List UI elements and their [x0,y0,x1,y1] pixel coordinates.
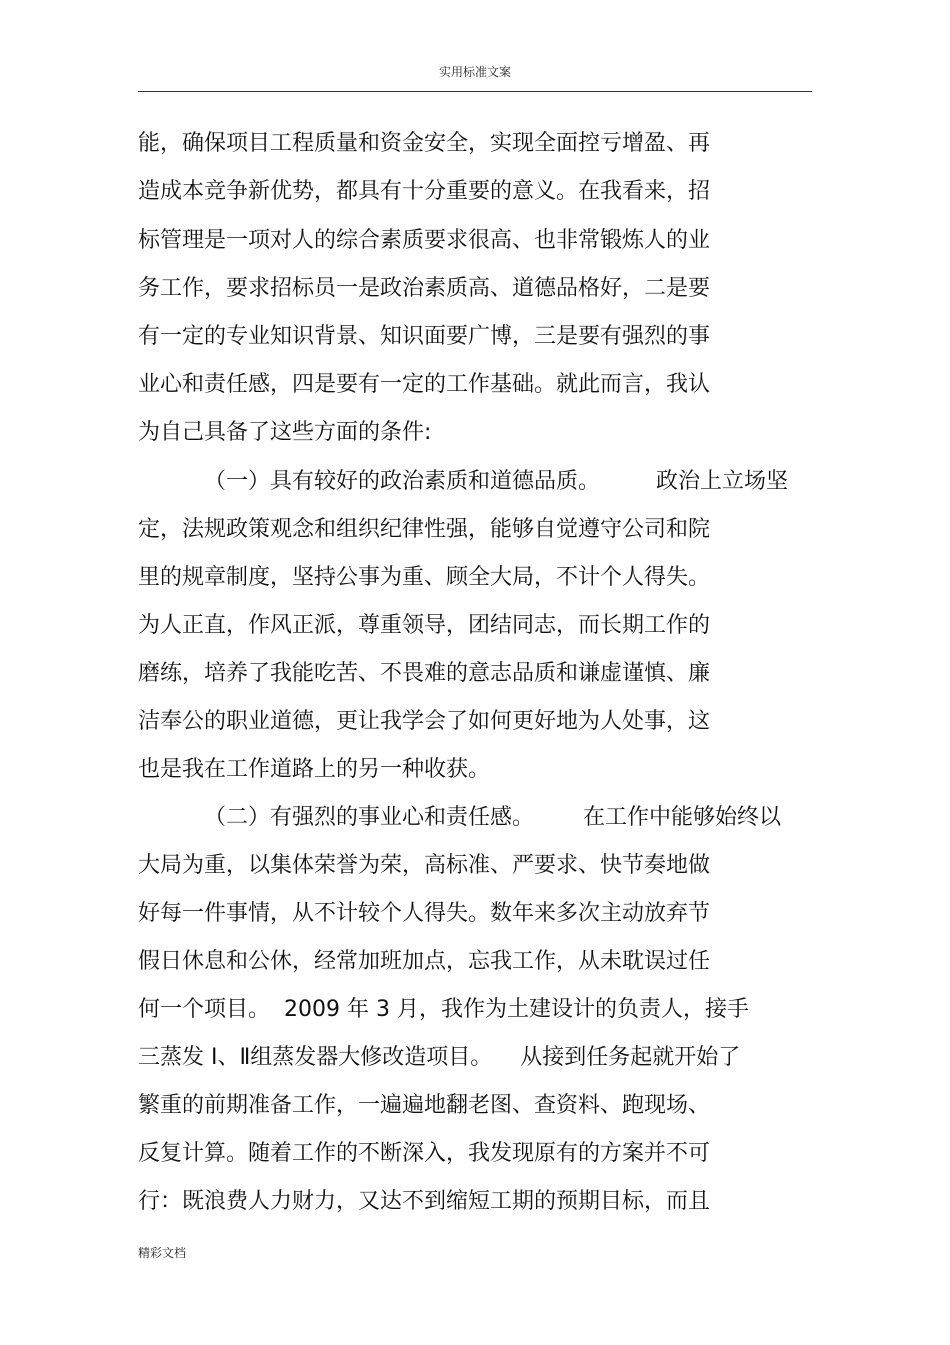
paragraph-line: 三蒸发 Ⅰ、Ⅱ组蒸发器大修改造项目。 从接到任务起就开始了 [138,1045,741,1070]
paragraph-line: 有一定的专业知识背景、知识面要广博，三是要有强烈的事 [138,324,711,349]
paragraph-line: 繁重的前期准备工作，一遍遍地翻老图、查资料、跑现场、 [138,1093,711,1118]
paragraph-line: 能，确保项目工程质量和资金安全，实现全面控亏增盈、再 [138,131,711,156]
paragraph-line: 造成本竞争新优势，都具有十分重要的意义。在我看来，招 [138,179,711,204]
paragraph-line: 务工作，要求招标员一是政治素质高、道德品格好，二是要 [138,276,711,301]
paragraph-line: 大局为重，以集体荣誉为荣，高标准、严要求、快节奏地做 [138,853,711,878]
paragraph-line: 标管理是一项对人的综合素质要求很高、也非常锻炼人的业 [138,228,711,253]
paragraph-line: 行：既浪费人力财力，又达不到缩短工期的预期目标，而且 [138,1189,711,1214]
section-heading-line: （一）具有较好的政治素质和道德品质。 政治上立场坚 [204,469,788,494]
paragraph-line: 业心和责任感，四是要有一定的工作基础。就此而言，我认 [138,372,711,397]
paragraph-line: 何一个项目。 2009 年 3 月，我作为土建设计的负责人，接手 [138,997,749,1022]
paragraph-line: 定，法规政策观念和组织纪律性强，能够自觉遵守公司和院 [138,517,711,542]
paragraph-line: 为自己具备了这些方面的条件: [138,420,432,445]
paragraph-line: 为人正直，作风正派，尊重领导，团结同志，而长期工作的 [138,613,711,638]
paragraph-line: 假日休息和公休，经常加班加点，忘我工作，从未耽误过任 [138,949,711,974]
paragraph-line: 磨练，培养了我能吃苦、不畏难的意志品质和谦虚谨慎、廉 [138,661,711,686]
paragraph-line: 里的规章制度，坚持公事为重、顾全大局，不计个人得失。 [138,565,711,590]
page-footer: 精彩文档 [138,1246,187,1260]
paragraph-line: 好每一件事情，从不计较个人得失。数年来多次主动放弃节 [138,901,711,926]
paragraph-line: 洁奉公的职业道德，更让我学会了如何更好地为人处事，这 [138,709,711,734]
paragraph-line: 也是我在工作道路上的另一种收获。 [138,757,491,782]
page-header: 实用标准文案 [438,65,511,79]
section-heading-line: （二）有强烈的事业心和责任感。 在工作中能够始终以 [204,805,781,830]
paragraph-line: 反复计算。随着工作的不断深入，我发现原有的方案并不可 [138,1141,711,1166]
